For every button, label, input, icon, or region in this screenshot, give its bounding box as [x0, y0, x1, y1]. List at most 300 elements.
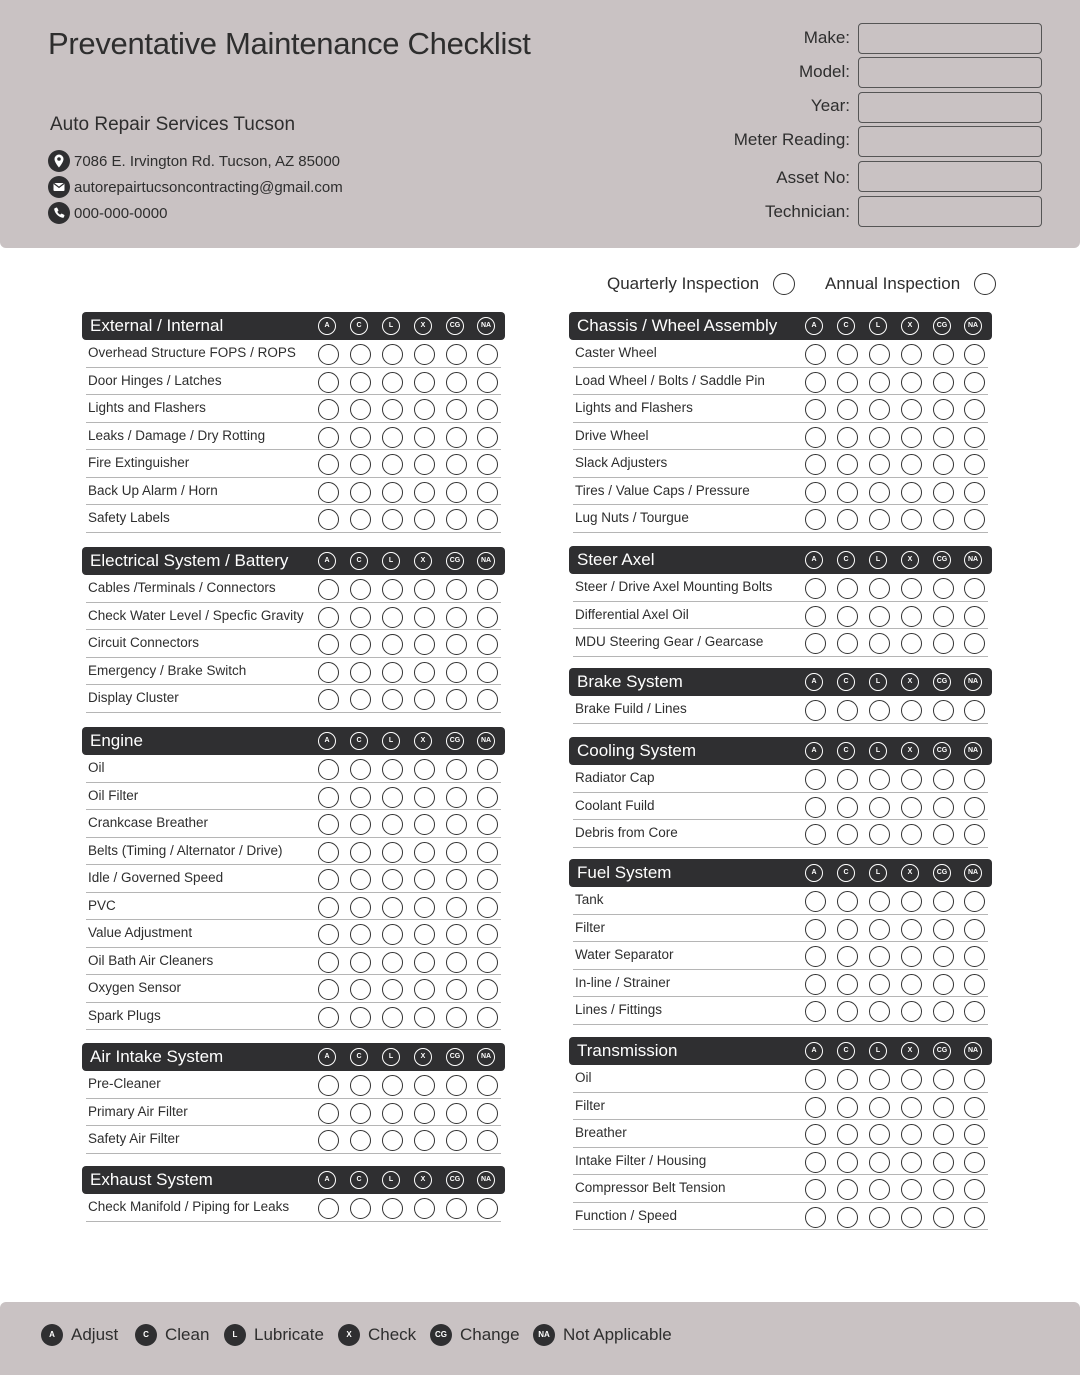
check-circle-cg[interactable] [933, 1001, 954, 1022]
check-circle-na[interactable] [477, 482, 498, 503]
check-circle-c[interactable] [350, 427, 371, 448]
check-circle-x[interactable] [414, 482, 435, 503]
quarterly-inspection-option[interactable] [607, 271, 795, 297]
check-circle-x[interactable] [414, 869, 435, 890]
check-circle-a[interactable] [318, 1130, 339, 1151]
check-circle-a[interactable] [318, 1075, 339, 1096]
check-circle-c[interactable] [350, 509, 371, 530]
check-circle-x[interactable] [414, 1075, 435, 1096]
check-circle-c[interactable] [837, 1207, 858, 1228]
check-circle-c[interactable] [350, 372, 371, 393]
check-circle-na[interactable] [964, 946, 985, 967]
check-circle-x[interactable] [901, 509, 922, 530]
check-circle-cg[interactable] [933, 824, 954, 845]
check-circle-l[interactable] [869, 700, 890, 721]
check-circle-a[interactable] [805, 1207, 826, 1228]
check-circle-na[interactable] [964, 769, 985, 790]
check-circle-x[interactable] [901, 1152, 922, 1173]
check-circle-c[interactable] [350, 1103, 371, 1124]
check-circle-c[interactable] [837, 633, 858, 654]
check-circle-na[interactable] [477, 897, 498, 918]
technician-field[interactable] [858, 196, 1042, 227]
check-circle-cg[interactable] [933, 509, 954, 530]
check-circle-c[interactable] [837, 919, 858, 940]
check-circle-cg[interactable] [933, 1097, 954, 1118]
check-circle-cg[interactable] [446, 607, 467, 628]
check-circle-cg[interactable] [933, 700, 954, 721]
check-circle-c[interactable] [837, 891, 858, 912]
check-circle-l[interactable] [869, 509, 890, 530]
check-circle-l[interactable] [382, 869, 403, 890]
check-circle-x[interactable] [901, 1069, 922, 1090]
check-circle-c[interactable] [837, 1001, 858, 1022]
check-circle-a[interactable] [805, 633, 826, 654]
check-circle-x[interactable] [414, 427, 435, 448]
check-circle-a[interactable] [318, 1103, 339, 1124]
check-circle-x[interactable] [414, 607, 435, 628]
check-circle-na[interactable] [477, 1075, 498, 1096]
check-circle-na[interactable] [477, 1198, 498, 1219]
check-circle-l[interactable] [869, 399, 890, 420]
check-circle-l[interactable] [382, 579, 403, 600]
check-circle-na[interactable] [964, 454, 985, 475]
check-circle-cg[interactable] [933, 1124, 954, 1145]
check-circle-l[interactable] [382, 1198, 403, 1219]
check-circle-na[interactable] [477, 1130, 498, 1151]
check-circle-na[interactable] [477, 1103, 498, 1124]
check-circle-c[interactable] [350, 814, 371, 835]
check-circle-cg[interactable] [446, 1198, 467, 1219]
check-circle-cg[interactable] [446, 814, 467, 835]
check-circle-a[interactable] [805, 1069, 826, 1090]
check-circle-l[interactable] [869, 1152, 890, 1173]
check-circle-a[interactable] [318, 787, 339, 808]
check-circle-x[interactable] [901, 578, 922, 599]
check-circle-x[interactable] [414, 1007, 435, 1028]
check-circle-l[interactable] [382, 842, 403, 863]
check-circle-x[interactable] [414, 1130, 435, 1151]
check-circle-na[interactable] [477, 689, 498, 710]
check-circle-na[interactable] [477, 842, 498, 863]
check-circle-x[interactable] [414, 1103, 435, 1124]
check-circle-c[interactable] [350, 454, 371, 475]
check-circle-cg[interactable] [933, 578, 954, 599]
check-circle-x[interactable] [414, 952, 435, 973]
check-circle-l[interactable] [869, 482, 890, 503]
check-circle-cg[interactable] [446, 869, 467, 890]
check-circle-x[interactable] [414, 399, 435, 420]
check-circle-l[interactable] [382, 814, 403, 835]
check-circle-a[interactable] [805, 454, 826, 475]
check-circle-a[interactable] [318, 897, 339, 918]
check-circle-a[interactable] [318, 979, 339, 1000]
check-circle-na[interactable] [964, 797, 985, 818]
check-circle-c[interactable] [837, 454, 858, 475]
check-circle-na[interactable] [964, 344, 985, 365]
check-circle-na[interactable] [477, 924, 498, 945]
check-circle-na[interactable] [964, 1152, 985, 1173]
check-circle-l[interactable] [869, 633, 890, 654]
check-circle-cg[interactable] [933, 919, 954, 940]
asset-no-field[interactable] [858, 161, 1042, 192]
check-circle-na[interactable] [477, 1007, 498, 1028]
check-circle-a[interactable] [318, 842, 339, 863]
check-circle-l[interactable] [869, 427, 890, 448]
check-circle-c[interactable] [837, 824, 858, 845]
check-circle-a[interactable] [805, 824, 826, 845]
check-circle-a[interactable] [318, 372, 339, 393]
check-circle-na[interactable] [964, 482, 985, 503]
check-circle-l[interactable] [869, 797, 890, 818]
check-circle-na[interactable] [964, 578, 985, 599]
check-circle-x[interactable] [901, 769, 922, 790]
check-circle-l[interactable] [869, 824, 890, 845]
check-circle-l[interactable] [869, 1207, 890, 1228]
quarterly-inspection-radio[interactable] [773, 273, 795, 295]
check-circle-l[interactable] [382, 1075, 403, 1096]
check-circle-cg[interactable] [933, 1152, 954, 1173]
check-circle-l[interactable] [382, 979, 403, 1000]
check-circle-x[interactable] [414, 842, 435, 863]
check-circle-a[interactable] [805, 606, 826, 627]
check-circle-l[interactable] [382, 924, 403, 945]
check-circle-na[interactable] [964, 700, 985, 721]
check-circle-c[interactable] [350, 924, 371, 945]
check-circle-x[interactable] [901, 427, 922, 448]
check-circle-na[interactable] [477, 509, 498, 530]
check-circle-l[interactable] [869, 1001, 890, 1022]
check-circle-na[interactable] [964, 633, 985, 654]
check-circle-cg[interactable] [446, 634, 467, 655]
check-circle-l[interactable] [869, 769, 890, 790]
check-circle-x[interactable] [414, 372, 435, 393]
check-circle-l[interactable] [382, 454, 403, 475]
check-circle-a[interactable] [318, 662, 339, 683]
check-circle-x[interactable] [901, 797, 922, 818]
check-circle-a[interactable] [318, 399, 339, 420]
make-field[interactable] [858, 23, 1042, 54]
check-circle-na[interactable] [964, 1001, 985, 1022]
check-circle-l[interactable] [869, 919, 890, 940]
check-circle-x[interactable] [901, 344, 922, 365]
check-circle-l[interactable] [382, 427, 403, 448]
check-circle-x[interactable] [901, 1124, 922, 1145]
check-circle-na[interactable] [964, 1207, 985, 1228]
check-circle-cg[interactable] [446, 897, 467, 918]
check-circle-a[interactable] [805, 578, 826, 599]
check-circle-na[interactable] [964, 1069, 985, 1090]
check-circle-c[interactable] [350, 689, 371, 710]
check-circle-a[interactable] [805, 1152, 826, 1173]
check-circle-a[interactable] [318, 454, 339, 475]
check-circle-l[interactable] [869, 1179, 890, 1200]
check-circle-cg[interactable] [933, 1179, 954, 1200]
check-circle-x[interactable] [901, 824, 922, 845]
check-circle-c[interactable] [837, 427, 858, 448]
check-circle-c[interactable] [837, 482, 858, 503]
check-circle-a[interactable] [318, 482, 339, 503]
check-circle-a[interactable] [805, 1001, 826, 1022]
check-circle-na[interactable] [477, 869, 498, 890]
check-circle-a[interactable] [318, 869, 339, 890]
check-circle-cg[interactable] [446, 979, 467, 1000]
check-circle-a[interactable] [805, 891, 826, 912]
check-circle-cg[interactable] [933, 891, 954, 912]
annual-inspection-radio[interactable] [974, 273, 996, 295]
check-circle-l[interactable] [869, 1069, 890, 1090]
check-circle-cg[interactable] [446, 344, 467, 365]
check-circle-a[interactable] [805, 1179, 826, 1200]
check-circle-cg[interactable] [446, 579, 467, 600]
check-circle-x[interactable] [414, 897, 435, 918]
check-circle-l[interactable] [382, 509, 403, 530]
check-circle-a[interactable] [805, 482, 826, 503]
check-circle-l[interactable] [869, 974, 890, 995]
check-circle-na[interactable] [964, 891, 985, 912]
check-circle-l[interactable] [869, 372, 890, 393]
check-circle-x[interactable] [901, 454, 922, 475]
check-circle-c[interactable] [350, 759, 371, 780]
check-circle-l[interactable] [869, 606, 890, 627]
check-circle-a[interactable] [318, 689, 339, 710]
check-circle-l[interactable] [869, 578, 890, 599]
check-circle-l[interactable] [869, 891, 890, 912]
check-circle-c[interactable] [837, 1179, 858, 1200]
check-circle-c[interactable] [350, 399, 371, 420]
check-circle-c[interactable] [837, 509, 858, 530]
check-circle-cg[interactable] [446, 509, 467, 530]
check-circle-cg[interactable] [446, 1130, 467, 1151]
check-circle-na[interactable] [964, 1179, 985, 1200]
check-circle-c[interactable] [350, 952, 371, 973]
check-circle-c[interactable] [837, 399, 858, 420]
check-circle-a[interactable] [805, 427, 826, 448]
check-circle-c[interactable] [837, 974, 858, 995]
check-circle-l[interactable] [382, 662, 403, 683]
check-circle-cg[interactable] [933, 454, 954, 475]
check-circle-l[interactable] [869, 344, 890, 365]
check-circle-cg[interactable] [933, 399, 954, 420]
check-circle-c[interactable] [350, 897, 371, 918]
check-circle-na[interactable] [477, 662, 498, 683]
check-circle-cg[interactable] [933, 946, 954, 967]
check-circle-na[interactable] [964, 1097, 985, 1118]
check-circle-x[interactable] [414, 454, 435, 475]
check-circle-x[interactable] [901, 700, 922, 721]
check-circle-a[interactable] [318, 607, 339, 628]
check-circle-c[interactable] [350, 482, 371, 503]
check-circle-cg[interactable] [933, 482, 954, 503]
check-circle-c[interactable] [837, 372, 858, 393]
check-circle-cg[interactable] [446, 399, 467, 420]
check-circle-na[interactable] [477, 814, 498, 835]
check-circle-x[interactable] [414, 662, 435, 683]
check-circle-na[interactable] [477, 607, 498, 628]
check-circle-a[interactable] [318, 427, 339, 448]
check-circle-c[interactable] [350, 787, 371, 808]
check-circle-cg[interactable] [446, 662, 467, 683]
check-circle-x[interactable] [901, 1097, 922, 1118]
check-circle-c[interactable] [350, 344, 371, 365]
check-circle-a[interactable] [805, 919, 826, 940]
check-circle-x[interactable] [414, 979, 435, 1000]
check-circle-a[interactable] [318, 634, 339, 655]
check-circle-na[interactable] [477, 979, 498, 1000]
check-circle-l[interactable] [382, 787, 403, 808]
check-circle-cg[interactable] [446, 372, 467, 393]
model-field[interactable] [858, 57, 1042, 88]
check-circle-cg[interactable] [933, 372, 954, 393]
check-circle-a[interactable] [318, 509, 339, 530]
check-circle-cg[interactable] [933, 606, 954, 627]
check-circle-c[interactable] [837, 700, 858, 721]
check-circle-a[interactable] [805, 797, 826, 818]
check-circle-c[interactable] [350, 607, 371, 628]
check-circle-cg[interactable] [933, 344, 954, 365]
check-circle-c[interactable] [350, 1075, 371, 1096]
check-circle-na[interactable] [964, 824, 985, 845]
check-circle-na[interactable] [477, 344, 498, 365]
check-circle-cg[interactable] [446, 952, 467, 973]
check-circle-a[interactable] [318, 952, 339, 973]
check-circle-l[interactable] [382, 372, 403, 393]
check-circle-c[interactable] [837, 769, 858, 790]
check-circle-l[interactable] [869, 1124, 890, 1145]
check-circle-x[interactable] [901, 974, 922, 995]
check-circle-c[interactable] [837, 1097, 858, 1118]
check-circle-na[interactable] [477, 427, 498, 448]
check-circle-cg[interactable] [446, 482, 467, 503]
check-circle-a[interactable] [805, 700, 826, 721]
check-circle-cg[interactable] [933, 1207, 954, 1228]
check-circle-l[interactable] [382, 607, 403, 628]
check-circle-l[interactable] [382, 1103, 403, 1124]
check-circle-a[interactable] [805, 946, 826, 967]
email-text[interactable]: autorepairtucsoncontracting@gmail.com [74, 178, 343, 196]
check-circle-a[interactable] [318, 814, 339, 835]
check-circle-l[interactable] [869, 1097, 890, 1118]
check-circle-na[interactable] [964, 427, 985, 448]
check-circle-c[interactable] [350, 1130, 371, 1151]
check-circle-na[interactable] [477, 759, 498, 780]
check-circle-a[interactable] [318, 924, 339, 945]
check-circle-x[interactable] [901, 919, 922, 940]
check-circle-c[interactable] [837, 578, 858, 599]
check-circle-x[interactable] [414, 759, 435, 780]
check-circle-cg[interactable] [446, 787, 467, 808]
check-circle-x[interactable] [901, 372, 922, 393]
check-circle-c[interactable] [837, 1069, 858, 1090]
check-circle-l[interactable] [382, 482, 403, 503]
check-circle-na[interactable] [477, 787, 498, 808]
check-circle-l[interactable] [382, 399, 403, 420]
check-circle-cg[interactable] [446, 689, 467, 710]
check-circle-cg[interactable] [446, 924, 467, 945]
check-circle-na[interactable] [964, 509, 985, 530]
check-circle-a[interactable] [805, 1124, 826, 1145]
check-circle-na[interactable] [964, 372, 985, 393]
check-circle-cg[interactable] [446, 1103, 467, 1124]
check-circle-a[interactable] [805, 399, 826, 420]
check-circle-x[interactable] [414, 787, 435, 808]
check-circle-c[interactable] [837, 797, 858, 818]
check-circle-cg[interactable] [933, 1069, 954, 1090]
check-circle-l[interactable] [382, 759, 403, 780]
check-circle-x[interactable] [414, 924, 435, 945]
check-circle-a[interactable] [805, 344, 826, 365]
check-circle-x[interactable] [901, 891, 922, 912]
check-circle-cg[interactable] [933, 427, 954, 448]
check-circle-l[interactable] [869, 946, 890, 967]
check-circle-na[interactable] [477, 634, 498, 655]
check-circle-c[interactable] [350, 979, 371, 1000]
check-circle-c[interactable] [837, 1152, 858, 1173]
check-circle-na[interactable] [964, 974, 985, 995]
check-circle-l[interactable] [382, 344, 403, 365]
check-circle-c[interactable] [350, 842, 371, 863]
check-circle-na[interactable] [477, 399, 498, 420]
check-circle-l[interactable] [382, 1007, 403, 1028]
check-circle-na[interactable] [964, 919, 985, 940]
check-circle-cg[interactable] [446, 759, 467, 780]
check-circle-x[interactable] [901, 482, 922, 503]
check-circle-cg[interactable] [933, 769, 954, 790]
check-circle-l[interactable] [382, 689, 403, 710]
check-circle-na[interactable] [477, 454, 498, 475]
check-circle-c[interactable] [837, 344, 858, 365]
check-circle-c[interactable] [350, 634, 371, 655]
check-circle-c[interactable] [837, 606, 858, 627]
check-circle-cg[interactable] [446, 842, 467, 863]
check-circle-na[interactable] [477, 579, 498, 600]
check-circle-cg[interactable] [446, 1007, 467, 1028]
check-circle-cg[interactable] [933, 797, 954, 818]
check-circle-c[interactable] [350, 1198, 371, 1219]
check-circle-x[interactable] [901, 606, 922, 627]
check-circle-a[interactable] [318, 1198, 339, 1219]
check-circle-x[interactable] [414, 689, 435, 710]
check-circle-a[interactable] [805, 372, 826, 393]
check-circle-cg[interactable] [446, 427, 467, 448]
check-circle-x[interactable] [414, 344, 435, 365]
check-circle-c[interactable] [350, 869, 371, 890]
check-circle-a[interactable] [318, 759, 339, 780]
check-circle-a[interactable] [318, 579, 339, 600]
check-circle-x[interactable] [414, 579, 435, 600]
check-circle-x[interactable] [414, 634, 435, 655]
check-circle-cg[interactable] [446, 1075, 467, 1096]
check-circle-c[interactable] [350, 579, 371, 600]
check-circle-a[interactable] [318, 344, 339, 365]
check-circle-x[interactable] [901, 1179, 922, 1200]
check-circle-na[interactable] [964, 1124, 985, 1145]
check-circle-na[interactable] [477, 372, 498, 393]
check-circle-a[interactable] [805, 1097, 826, 1118]
check-circle-c[interactable] [350, 1007, 371, 1028]
check-circle-a[interactable] [805, 509, 826, 530]
check-circle-x[interactable] [901, 946, 922, 967]
check-circle-a[interactable] [805, 974, 826, 995]
meter-reading-field[interactable] [858, 126, 1042, 157]
check-circle-na[interactable] [964, 399, 985, 420]
check-circle-x[interactable] [901, 399, 922, 420]
check-circle-na[interactable] [964, 606, 985, 627]
annual-inspection-option[interactable] [825, 271, 996, 297]
check-circle-x[interactable] [901, 1001, 922, 1022]
check-circle-l[interactable] [382, 1130, 403, 1151]
check-circle-x[interactable] [414, 509, 435, 530]
check-circle-c[interactable] [837, 1124, 858, 1145]
